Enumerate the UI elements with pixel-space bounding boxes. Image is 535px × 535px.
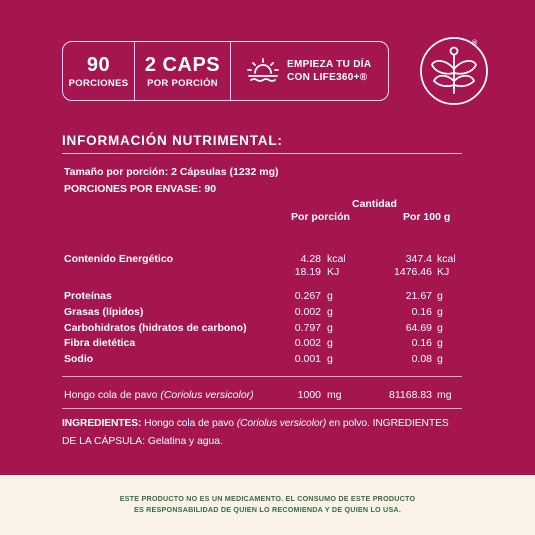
- portions-label: PORCIONES: [68, 77, 129, 89]
- ingredients-text-b: en polvo. INGREDIENTES: [326, 418, 449, 429]
- extract-label-italic: (Coriolus versicolor): [160, 389, 254, 401]
- divider-extract-top: [62, 376, 462, 377]
- footer-line-2: ES RESPONSABILIDAD DE QUIEN LO RECOMIENDA Y DE QUIEN LO USA.: [133, 505, 402, 514]
- nutrient-serv: 0.797: [294, 322, 321, 334]
- portions-number: 90: [86, 53, 111, 76]
- plant-leaf-logo-icon: [418, 35, 490, 107]
- ingredients-text-italic: (Coriolus versicolor): [236, 418, 327, 429]
- extract-100g: 81168.83: [388, 389, 432, 401]
- energy-unit-kcal: kcal: [327, 253, 346, 265]
- energy-label: Contenido Energético: [64, 253, 174, 265]
- header-per-serving: Por porción: [291, 211, 350, 223]
- footer-disclaimer-band: [0, 475, 535, 535]
- nutrient-label: Carbohidratos (hidratos de carbono): [64, 322, 247, 334]
- extract-unit: mg: [327, 389, 342, 401]
- extract-serv: 1000: [297, 389, 321, 401]
- nutrient-unit: g: [327, 322, 333, 334]
- nutrient-unit: g: [327, 306, 333, 318]
- portions-cell: [63, 42, 135, 100]
- nutrient-label: Grasas (lípidos): [64, 306, 144, 318]
- ingredients-text-a: Hongo cola de pavo: [141, 418, 237, 429]
- ingredients-line-2: DE LA CÁPSULA: Gelatina y agua.: [62, 436, 223, 447]
- nutrient-serv: 0.267: [294, 290, 321, 302]
- nutrient-label: Fibra dietética: [64, 337, 136, 349]
- nutrient-unit-100g: g: [437, 353, 443, 365]
- serving-value: 2 CAPS: [144, 53, 221, 76]
- energy-serv-kcal: 4.28: [300, 253, 321, 265]
- sunrise-icon: [245, 56, 281, 86]
- energy-100g-kcal: 347.4: [405, 253, 432, 265]
- servings-per-container: PORCIONES POR ENVASE: 90: [64, 183, 217, 195]
- header-quantity: Cantidad: [352, 198, 397, 210]
- extract-label-plain: Hongo cola de pavo: [64, 389, 161, 401]
- energy-unit-kj: KJ: [327, 266, 340, 278]
- nutrient-unit: g: [327, 337, 333, 349]
- nutrient-unit: g: [327, 290, 333, 302]
- footer-disclaimer: [0, 493, 535, 515]
- header-info-box: [62, 41, 389, 101]
- energy-100g-unit-kj: KJ: [437, 266, 450, 278]
- nutrient-unit-100g: g: [437, 306, 443, 318]
- energy-serv-kj: 18.19: [294, 266, 321, 278]
- nutrient-100g: 21.67: [405, 290, 432, 302]
- nutrient-100g: 0.08: [411, 353, 432, 365]
- nutrient-label: Sodio: [64, 353, 94, 365]
- tagline: [287, 58, 371, 84]
- divider-extract-bottom: [62, 408, 462, 409]
- serving-size: Tamaño por porción: 2 Cápsulas (1232 mg): [64, 166, 279, 178]
- nutrient-label: Proteínas: [64, 290, 112, 302]
- extract-unit-100g: mg: [437, 389, 452, 401]
- nutrition-title: INFORMACIÓN NUTRIMENTAL:: [62, 133, 283, 148]
- ingredients-line-1: [62, 418, 449, 430]
- nutrient-unit: g: [327, 353, 333, 365]
- nutrient-100g: 0.16: [411, 306, 432, 318]
- nutrient-serv: 0.001: [294, 353, 321, 365]
- nutrient-unit-100g: g: [437, 290, 443, 302]
- nutrient-unit-100g: g: [437, 322, 443, 334]
- nutrient-100g: 0.16: [411, 337, 432, 349]
- nutrient-serv: 0.002: [294, 337, 321, 349]
- tagline-line-2: CON LIFE360+®: [287, 72, 368, 83]
- footer-line-1: ESTE PRODUCTO NO ES UN MEDICAMENTO. EL CONSUMO DE ESTE PRODUCTO: [119, 494, 416, 503]
- serving-cell: [135, 42, 231, 100]
- registered-mark: ®: [472, 40, 478, 47]
- nutrient-serv: 0.002: [294, 306, 321, 318]
- ingredients-heading: INGREDIENTES:: [62, 418, 142, 429]
- tagline-line-1: EMPIEZA TU DÍA: [287, 59, 372, 70]
- nutrient-unit-100g: g: [437, 337, 443, 349]
- nutrient-100g: 64.69: [405, 322, 432, 334]
- tagline-cell: [231, 42, 388, 100]
- extract-label: [64, 389, 254, 401]
- energy-100g-unit-kcal: kcal: [437, 253, 456, 265]
- serving-label: POR PORCIÓN: [147, 77, 218, 89]
- header-per-100g: Por 100 g: [403, 211, 451, 223]
- energy-100g-kj: 1476.46: [394, 266, 432, 278]
- divider-top: [62, 153, 462, 154]
